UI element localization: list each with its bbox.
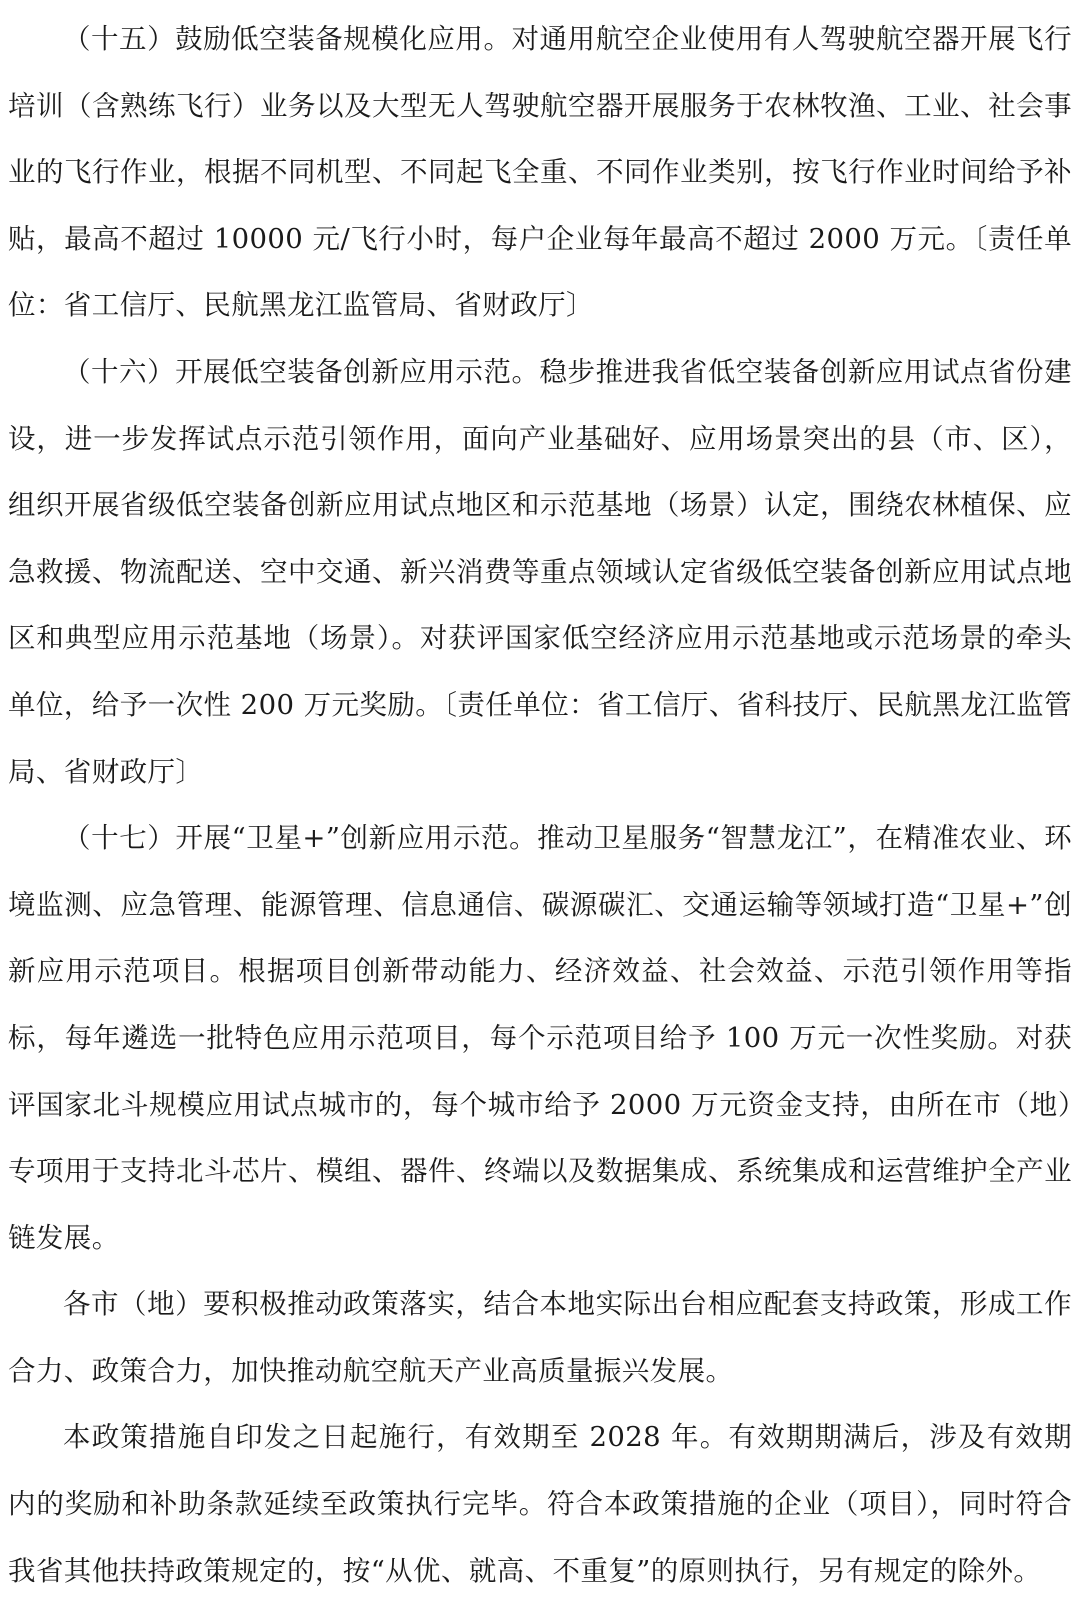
paragraph-item-17: （十七）开展“卫星+”创新应用示范。推动卫星服务“智慧龙江”，在精准农业、环境监测、应急管理、能源管理、信息通信、碳源碳汇、交通运输等领域打造“卫星+”创新应用示范项目。根据项目创新带动能力、经济效益、社会效益、示范引领作用等指标，每年遴选一批特色应用示范项目，每个示范项目给予 100 万元一次性奖励。对获评国家北斗规模应用试点城市的，每个城市给予 2000 万元资金支持，由所在市（地）专项用于支持北斗芯片、模组、器件、终端以及数据集成、系统集成和运营维护全产业链发展。	[8, 822, 1072, 1254]
paragraph-effective-period: 本政策措施自印发之日起施行，有效期至 2028 年。有效期期满后，涉及有效期内的奖励和补助条款延续至政策执行完毕。符合本政策措施的企业（项目），同时符合我省其他扶持政策规定的，按“从优、就高、不重复”的原则执行，另有规定的除外。	[8, 1421, 1072, 1587]
paragraph-item-16: （十六）开展低空装备创新应用示范。稳步推进我省低空装备创新应用试点省份建设，进一步发挥试点示范引领作用，面向产业基础好、应用场景突出的县（市、区），组织开展省级低空装备创新应用试点地区和示范基地（场景）认定，围绕农林植保、应急救援、物流配送、空中交通、新兴消费等重点领域认定省级低空装备创新应用试点地区和典型应用示范基地（场景）。对获评国家低空经济应用示范基地或示范场景的牵头单位，给予一次性 200 万元奖励。〔责任单位：省工信厅、省科技厅、民航黑龙江监管局、省财政厅〕	[8, 355, 1072, 788]
paragraph-implementation: 各市（地）要积极推动政策落实，结合本地实际出台相应配套支持政策，形成工作合力、政策合力，加快推动航空航天产业高质量振兴发展。	[8, 1288, 1072, 1387]
paragraph-item-15: （十五）鼓励低空装备规模化应用。对通用航空企业使用有人驾驶航空器开展飞行培训（含熟练飞行）业务以及大型无人驾驶航空器开展服务于农林牧渔、工业、社会事业的飞行作业，根据不同机型、不同起飞全重、不同作业类别，按飞行作业时间给予补贴，最高不超过 10000 元/飞行小时，每户企业每年最高不超过 2000 万元。〔责任单位：省工信厅、民航黑龙江监管局、省财政厅〕	[8, 23, 1072, 322]
